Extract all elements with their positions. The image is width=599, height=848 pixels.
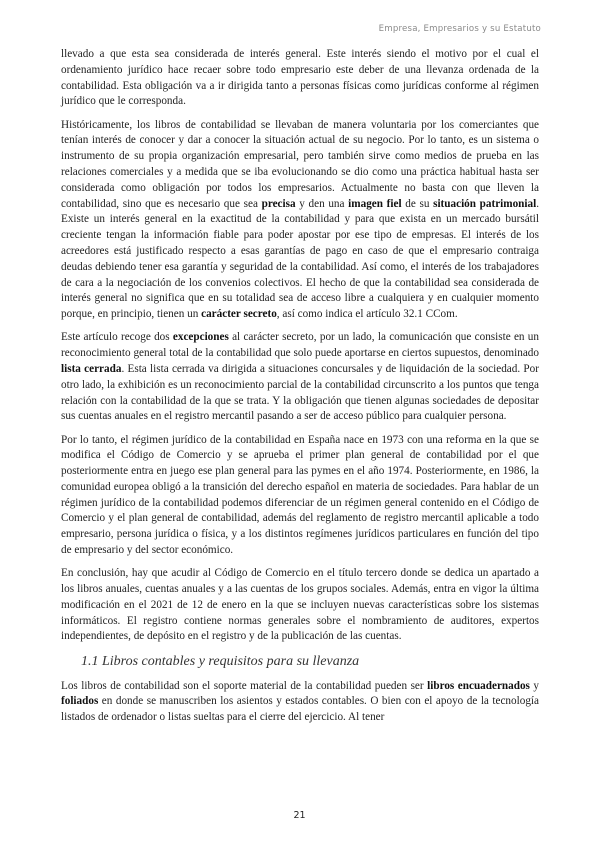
text-run: en donde se manuscriben los asientos y estados contables. O bien con el apoyo de la tecnología listados de ordenador o listas sueltas para el cierre del ejercicio. Al tener [61,695,539,724]
text-run: y [529,679,540,692]
text-run: llevado a que esta sea considerada de interés general. Este interés siendo el motivo por el cual el ordenamiento jurídico hace recaer sobre todo empresario este deber de una llevanza ordenada de la contabilidad. Esta obligación va a ir dirigida tanto a personas físicas como jurídicas conforme al régimen jurídico que le corresponda. [61,48,539,108]
text-run: Los libros de contabilidad son el soporte material de la contabilidad pueden ser [61,679,428,692]
section-heading: 1.1 Libros contables y requisitos para su llevanza [81,653,360,669]
text-run: al carácter secreto, por un lado, la comunicación que consiste en un reconocimiento general total de la contabilidad que solo puede aportarse en ciertos supuestos, denominado [61,331,539,360]
bold-term: foliados [61,695,99,708]
text-run: Históricamente, los libros de contabilidad se llevaban de manera voluntaria por los comerciantes que tenían interés de conocer y dar a conocer la situación actual de su negocio. Por lo tanto, es un sistema o instrumento de su propia organización empresarial, pero también sirve como medios de prueba en las relaciones comerciales y a medida que se iba evolucionando se dio como una práctica habitual hasta ser considerada como obligación por todos los empresarios. Actualmente no basta con que lleven la contabilidad, sino que es necesario que sea [61,118,539,210]
body-paragraph [61,47,539,110]
body-paragraph [61,566,539,645]
text-run: y den una [295,197,349,210]
page-body [61,47,539,733]
bold-term: imagen fiel [348,197,402,210]
body-paragraph [61,118,539,323]
running-header: Empresa, Empresarios y su Estatuto [378,24,541,34]
page-number: 21 [293,810,306,821]
text-run: . Esta lista cerrada va dirigida a situaciones concursales y de liquidación de la sociedad. Por otro lado, la exhibición es un reconocimiento parcial de la contabilidad circunscrito a los puntos que tenga relación con la contabilidad de la que se trata. Y la obligación que tienen algunas sociedades de depositar sus cuentas anuales en el registro mercantil pasando a ser de acceso público para cualquier persona. [61,362,539,423]
body-paragraph [61,679,539,726]
text-run: . Existe un interés general en la exactitud de la contabilidad y para que exista en un mercado bursátil creciente tengan la información fiable para poder apostar por ese tipo de empresas. El interés de los acreedores está justificado respecto a esas garantías de pago en caso de que el empresario contraiga deudas debiendo tener esa garantía y seguridad de la contabilidad. Así como, el interés de los trabajadores de cara a la negociación de los convenios colectivos. El hecho de que la contabilidad sea considerada de interés general no significa que en su totalidad sea de acceso libre a cualquiera y en cualquier momento porque, en principio, tienen un [61,197,540,321]
text-run: Por lo tanto, el régimen jurídico de la contabilidad en España nace en 1973 con una reforma en la que se modifica el Código de Comercio y se aprueba el primer plan general de contabilidad por el que posteriormente entra en juego ese plan general para las pymes en el año 1974. Posteriormente, en 1986, la comunidad europea obligó a la transición del derecho español en materia de sociedades. Para hablar de un régimen jurídico de la contabilidad podemos diferenciar de un régimen general contenido en el Código de Comercio y el plan general de contabilidad, además del reglamento de registro mercantil aplicable a todo empresario, persona jurídica o física, y a los distintos regímenes jurídicos particulares en función del tipo de empresario y del sector económico. [61,433,539,557]
text-run: de su [401,197,434,210]
text-run: Este artículo recoge dos [61,331,173,344]
bold-term: carácter secreto [201,308,277,321]
body-paragraph [61,330,539,425]
bold-term: situación patrimonial [433,197,537,210]
bold-term: precisa [261,197,296,210]
bold-term: lista cerrada [61,362,122,375]
text-run: , así como indica el artículo 32.1 CCom. [276,308,458,321]
body-paragraph [61,433,539,559]
text-run: En conclusión, hay que acudir al Código de Comercio en el título tercero donde se dedica un apartado a los libros anuales, cuentas anuales y a las cuentas de los grupos sociales. Además, entra en vigor la última modificación en el 2021 de 12 de enero en la que se incluyen nuevas características sobre los sistemas informáticos. El registro contiene normas generales sobre el nombramiento de auditores, expertos independientes, de depósito en el registro y de la publicación de las cuentas. [61,567,539,643]
bold-term: libros encuadernados [427,679,530,692]
bold-term: excepciones [172,331,229,344]
